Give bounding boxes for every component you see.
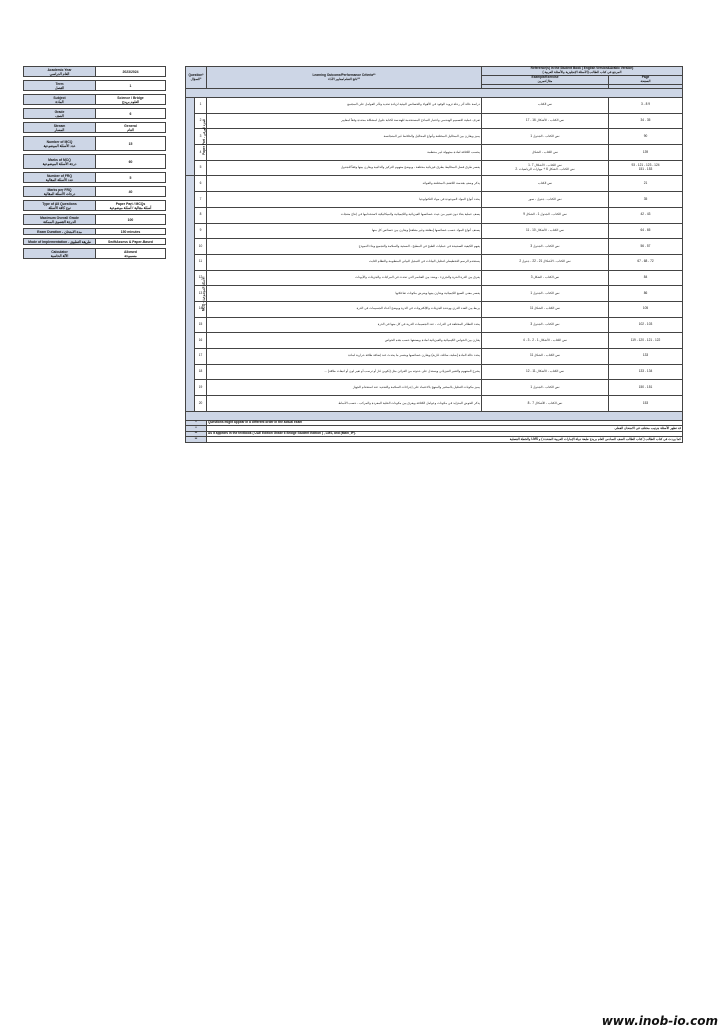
reference-example: نص الكتاب ، الشكل — [482, 145, 609, 161]
footnote-mark: ** — [186, 437, 207, 443]
spec-notes — [186, 411, 683, 442]
reference-page: 84 — [609, 270, 683, 286]
question-number: 16 — [195, 333, 207, 349]
reference-example: نص الكتاب ، الجدول 1 — [482, 129, 609, 145]
info-label: Maximum Overall Grade الدرجة القصوى الممكنة — [24, 215, 96, 225]
learning-outcome: يستخدم الرسم التخطيطي لتحليل البيانات في التمثيل البياني المنظومة والنظام الثابت — [207, 254, 482, 270]
question-row — [186, 192, 683, 208]
reference-page: 139 — [609, 145, 683, 161]
outcome-column-header: Learning Outcome/Performance Criteria** ناتج التعلم/معايير الأداء** — [207, 67, 482, 89]
footnote-text: As it appears in the textbook ( UAE Edition Grade 6 Bridge Student Edition ) , LMS, and (Main_IP). — [207, 431, 683, 437]
question-row — [186, 113, 683, 129]
info-row — [24, 215, 166, 225]
info-row — [24, 109, 166, 119]
spec-header — [186, 67, 683, 98]
reference-page: 64 - 65 — [609, 223, 683, 239]
section-label — [186, 98, 207, 176]
question-row — [186, 396, 683, 412]
question-row — [186, 98, 683, 114]
info-row — [24, 123, 166, 133]
info-label: Stream المسار — [24, 123, 96, 133]
question-number: 4 — [195, 145, 207, 161]
exam-specification-table — [185, 66, 683, 443]
reference-page: 90 — [609, 129, 683, 145]
question-number: 12 — [195, 270, 207, 286]
learning-outcome: يربط بين العدد الذري ووحدة الجزيئات والإلكترونات في الذرة ويوضح أعداد الجسيمات في الذرة — [207, 301, 482, 317]
info-label: Calculator الآلة الحاسبة — [24, 249, 96, 259]
reference-page: 119 - 120 - 121 - 122 — [609, 333, 683, 349]
question-number: 13 — [195, 286, 207, 302]
info-row — [24, 137, 166, 151]
reference-example: نص الكتاب ، الأشكال 16 - 17 — [482, 113, 609, 129]
learning-outcome: يفرق بين الذرة الحرة والجزيء ، ويعدد بين العناصر التي تحدث في المركبات والجزيئات والأيونات — [207, 270, 482, 286]
info-label: Grade الصف — [24, 109, 96, 119]
question-row — [186, 223, 683, 239]
question-row — [186, 301, 683, 317]
reference-example: نص الكتاب — [482, 98, 609, 114]
question-number: 3 — [195, 129, 207, 145]
exam-info-body — [24, 67, 166, 259]
info-row — [24, 81, 166, 91]
section-label-text: MCQ - الأسئلة الموضوعية — [201, 276, 206, 311]
question-number: 18 — [195, 364, 207, 380]
reference-example: نص الكتاب ، الجدول 3 — [482, 317, 609, 333]
reference-page: 150 - 151 — [609, 380, 683, 396]
question-row — [186, 286, 683, 302]
info-value: 15 — [96, 137, 166, 151]
info-row — [24, 187, 166, 197]
question-column-header: Question* السؤال* — [186, 67, 207, 89]
learning-outcome: يشرح المفهوم والتغير الفيزيائي ويستدل على حدوثه من القرائن مثل (تكوين غاز أو ترسب أو تغير لون أو انبعاث طاقة) ... — [207, 364, 482, 380]
learning-outcome: يفسر معنى الصيغ الكيميائية ويقارن بينها ويعرض مكونات تفاعلاتها — [207, 286, 482, 302]
info-label: Mode of Implementation - طريقة التطبيق — [24, 239, 96, 245]
reference-example: نص الكتاب ، الجدول 3 — [482, 239, 609, 255]
learning-outcome: يحدد أنواع المواد الموجودة في مواد التكنولوجيا — [207, 192, 482, 208]
info-value: General العام — [96, 123, 166, 133]
learning-outcome: يفهم الكيفية الصحيحة في عمليات الطبخ في المطبخ - الصحية والسلامة والتجميع وبناء النموذج — [207, 239, 482, 255]
question-row — [186, 254, 683, 270]
info-label: Term الفصل — [24, 81, 96, 91]
info-value: 5 — [96, 173, 166, 183]
reference-page: 21 — [609, 176, 683, 192]
reference-example: نص الكتاب ، الأشكال 10 - 11 — [482, 223, 609, 239]
reference-page: 133 — [609, 349, 683, 365]
reference-example: نص الكتاب ، الشكل 3 — [482, 270, 609, 286]
learning-outcome: تعرف عملية التصميم الهندسي واختبار النماذج المستخدمة للهندسة لكتابة حلول لمشكلة محددة وفقاً لمعايير — [207, 113, 482, 129]
question-number: 11 — [195, 254, 207, 270]
reference-example: نص الكتاب ، الجدول 1 — [482, 286, 609, 302]
info-value: 40 — [96, 187, 166, 197]
info-value: Science / Bridge العلوم بريدج — [96, 95, 166, 105]
question-number: 1 — [195, 98, 207, 114]
info-value: 1 — [96, 81, 166, 91]
learning-outcome: يميز ويقارن بين المحاليل المختلفة وأنواع المحاليل والخلائط غير المتجانسة — [207, 129, 482, 145]
question-row — [186, 333, 683, 349]
learning-outcome: يصف عملية بقاء دون تغيير من حيث خصائصها الفيزيائية والكيميائية والميكانيكية لاستخدامها في إنتاج منتجات — [207, 207, 482, 223]
reference-example: نص الكتاب ، الجدول 1 — [482, 380, 609, 396]
spec-body — [186, 98, 683, 412]
question-number: 17 — [195, 349, 207, 365]
section-label — [186, 176, 206, 411]
info-label: Marks of MCQ درجة الأسئلة الموضوعية — [24, 155, 96, 169]
reference-page: 153 — [609, 396, 683, 412]
learning-outcome: يقارن بين الخواص الكيميائية والفيزيائية لمادة ويصنفها حسب هذه الخواص — [207, 333, 482, 349]
question-row — [186, 349, 683, 365]
question-number: 6 — [195, 176, 207, 192]
info-label: Number of MCQ عدد الأسئلة الموضوعية — [24, 137, 96, 151]
info-label: Subject المادة — [24, 95, 96, 105]
reference-example: نص الكتاب ، الأشكال 7 ، 8 — [482, 396, 609, 412]
reference-example: نص الكتاب ، الأشكال 21 - 22 ، جدول 2 — [482, 254, 609, 270]
reference-page: 102 - 103 — [609, 317, 683, 333]
info-label: Academic Year العام الدراسي — [24, 67, 96, 77]
reference-example: نص الكتاب ، الشكل 11 — [482, 301, 609, 317]
reference-page: 35 — [609, 192, 683, 208]
learning-outcome: يميز مكونات التحليل بالمختبر والمنهج بالاعتماد على إجراءات السلامة والتحديد عند استخدام الجهاز — [207, 380, 482, 396]
page-column-header: Page الصفحة — [609, 76, 683, 85]
question-number: 19 — [195, 380, 207, 396]
question-row — [186, 364, 683, 380]
question-row — [186, 145, 683, 161]
footnote-text: كما وردت في كتاب الطالب ( كتاب الطالب الصف السادس العام بريدج طبعة دولة الإمارات العربية المتحدة ) و LMS والخطة الفصلية — [207, 437, 683, 443]
info-row — [24, 155, 166, 169]
info-row — [24, 173, 166, 183]
info-row — [24, 249, 166, 259]
question-row — [186, 207, 683, 223]
reference-example: نص الكتاب — [482, 176, 609, 192]
info-label: Marks per FRQ درجات الأسئلة المقالية — [24, 187, 96, 197]
question-number: 14 — [195, 301, 207, 317]
learning-outcome: يفسر طرق فصل المخاليط بطرق فيزيائية مختلفة ، ويوضح مفهوم التركيز والذائبية ويقارن بينها وفقاً للجدول — [207, 160, 482, 176]
reference-page: 93 - 121 - 123 - 124 151 - 153 — [609, 160, 683, 176]
question-number: 15 — [195, 317, 207, 333]
learning-outcome: يذكر وصف هندسة الكشف المختلفة والفوائد — [207, 176, 482, 192]
reference-page: 86 — [609, 286, 683, 302]
learning-outcome: دراسة حالة أثر رحلة تزويد الوقود في الأهواء والخصائص البيئية لزيادة تحديد وتأثر العوامل على المجتمع — [207, 98, 482, 114]
question-row — [186, 239, 683, 255]
reference-page: 105 — [609, 301, 683, 317]
reference-page: 42 - 43 — [609, 207, 683, 223]
reference-page: 34 - 35 — [609, 113, 683, 129]
question-row — [186, 176, 683, 192]
reference-page: 3 - 8 9 — [609, 98, 683, 114]
footnote-text: قد تظهر الأسئلة بترتيب مختلف في الامتحان الفعلي — [207, 426, 683, 432]
question-number: 20 — [195, 396, 207, 412]
question-row — [186, 380, 683, 396]
info-value: 60 — [96, 155, 166, 169]
info-row — [24, 95, 166, 105]
reference-example: نص الكتاب ، الأشكال 1 ، 2 ، 3 ، 4 — [482, 333, 609, 349]
info-value: 6 — [96, 109, 166, 119]
reference-example: نص الكتاب ، الجدول 1 ، الشكل 9 — [482, 207, 609, 223]
watermark: www.inob-io.com — [601, 1014, 718, 1028]
footnote-text: Questions might appear in a different order in the actual exam — [207, 420, 683, 426]
exam-info-table — [23, 66, 166, 259]
question-row — [186, 160, 683, 176]
footnote-mark: * — [186, 426, 207, 432]
info-label: Type of All Questions نوع كافة الأسئلة — [24, 201, 96, 211]
info-label: Number of FRQ عدد الأسئلة المقالية — [24, 173, 96, 183]
reference-example: 1. نص الكتاب ، الأشكال 7 2. نص الكتاب ، الشكل 6 + مهارات الرياضيات — [482, 160, 609, 176]
info-value: Paper Part / MCQs أسئلة مقالية / أسئلة موضوعية — [96, 201, 166, 211]
reference-page: 56 - 57 — [609, 239, 683, 255]
info-label: Exam Duration - مدة الامتحان — [24, 229, 96, 235]
question-number: 7 — [195, 192, 207, 208]
question-row — [186, 270, 683, 286]
reference-page: 67 - 68 - 72 — [609, 254, 683, 270]
reference-example: نص الكتاب ، الأشكال 11 - 12 — [482, 364, 609, 380]
question-number: 10 — [195, 239, 207, 255]
info-value: 150 minutes — [96, 229, 166, 235]
question-number: 2 — [195, 113, 207, 129]
footnote-row — [186, 437, 683, 443]
footnote-mark: * — [186, 420, 207, 426]
info-value: 2023/2024 — [96, 67, 166, 77]
learning-outcome: يصنف أنواع المواد حسب خصائصها (مغلقة وغير مغلقة) ويقارن بين خصائص كل منها — [207, 223, 482, 239]
learning-outcome: يحسب الكثافة لمادة مجهولة غير منتظمة — [207, 145, 482, 161]
reference-page: 133 - 134 — [609, 364, 683, 380]
reference-example: نص الكتاب ، الشكل 11 — [482, 349, 609, 365]
question-row — [186, 129, 683, 145]
question-number: 9 — [195, 223, 207, 239]
question-row — [186, 317, 683, 333]
section-label-text: Paper Part - الجزء الورقي — [202, 118, 207, 155]
example-column-header: Example/Exercise مثال/تمرين — [482, 76, 609, 85]
reference-column-header: Reference(s) in the Student Book ( English Version&Arabic Version) المرجع في كتاب الطالب (الأسئلة الإنجليزية والأسئلة العربية ) — [482, 67, 683, 76]
reference-example: نص الكتاب ، جدول ، صور — [482, 192, 609, 208]
question-number: 8 — [195, 207, 207, 223]
learning-outcome: يذكر الحوض المتزايد في مكونات وعوامل الكثافة ويفرق بين مكونات الخلية المفردة والمركب ، حسب الأنماط — [207, 396, 482, 412]
question-number: 5 — [195, 160, 207, 176]
info-row — [24, 67, 166, 77]
footnote-mark: ** — [186, 431, 207, 437]
info-value: SwiftAssess & Paper-Based — [96, 239, 166, 245]
learning-outcome: يحدد حالة المادة (صلبة، سائلة، غازية) ويقارن خصائصها ويفسر ما يحدث عند إضافة طاقة حرارية لمادة — [207, 349, 482, 365]
info-value: 100 — [96, 215, 166, 225]
learning-outcome: يحدد النظائر المختلفة في الذرات ، عدد الجسيمات الذرية في كل منها في الذرة — [207, 317, 482, 333]
info-value: Allowed مسموحة — [96, 249, 166, 259]
info-row — [24, 201, 166, 211]
